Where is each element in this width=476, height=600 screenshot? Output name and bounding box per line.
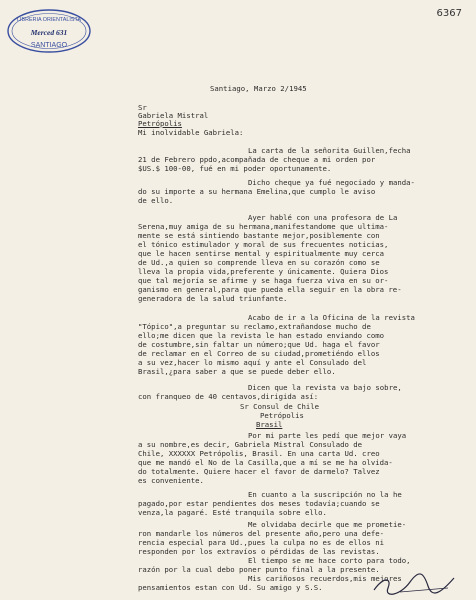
letter-line: rencia especial para Ud.,pues la culpa no es de ellos ni	[138, 538, 385, 547]
letter-line: do totalmente. Quiere hacer el favor de darmelo? Talvez	[138, 467, 380, 476]
stamp-bottom: SANTIAGO	[30, 42, 68, 49]
letter-line: ron mandarle los números del presente año,pero una defe-	[138, 529, 385, 538]
letter-line: Sr Consul de Chile	[240, 402, 320, 411]
letter-line: ganismo en general,para que pueda ella seguir en la obra re-	[138, 285, 402, 294]
letter-line: Por mi parte les pedí que mejor vaya	[248, 431, 407, 440]
letter-line: que tal mejoría se afirme y se haga fuerza viva en su or-	[138, 276, 389, 285]
letter-line: Me olvidaba decirle que me prometie-	[248, 520, 407, 529]
letter-line: ello;me dicen que la revista le han estado enviando como	[138, 331, 385, 340]
letter-line: Acabo de ir a la Oficina de la revista	[248, 313, 415, 322]
letter-line: $US.$ 100-00, fué en mi poder oportunamente.	[138, 164, 332, 173]
letter-line: pensamientos estan con Ud. Su amigo y S.S.	[138, 583, 323, 592]
letter-line: con franqueo de 40 centavos,dirigida así:	[138, 392, 319, 401]
archive-number: 6367	[436, 8, 462, 19]
letter-line: de ello.	[138, 196, 174, 205]
letter-line: responden por los extravíos o pérdidas de las revistas.	[138, 547, 380, 556]
letter-line: Petrópolis	[260, 411, 304, 420]
stamp-middle: Merced 631	[30, 28, 68, 37]
letter-line: El tiempo se me hace corto para todo,	[248, 556, 411, 565]
letter-line: Brasil,¿para saber a que se puede deber ello.	[138, 367, 336, 376]
letter-line: a su nombre,es decir, Gabriela Mistral Consulado de	[138, 440, 363, 449]
stamp-top: LIBRERIA ORIENTALISTA	[17, 17, 81, 23]
letter-line: Ayer hablé con una profesora de La	[248, 213, 398, 222]
addressee-line: Gabriela Mistral	[138, 111, 209, 120]
letter-line: lleva la propia vida,preferente y únicamente. Quiera Dios	[138, 267, 389, 276]
letter-line: La carta de la señorita Guillen,fecha	[248, 146, 411, 155]
letter-line: que me mandó el No de la Casilla,que a mí se me ha olvida-	[138, 458, 393, 467]
letter-line: es conveniente.	[138, 476, 204, 485]
letter-line: que le hacen sentirse mental y espiritualmente muy cerca	[138, 249, 385, 258]
bookstore-stamp	[6, 6, 92, 56]
addressee-line: Petrópolis	[138, 119, 182, 128]
letter-line: venza,la pagaré. Esté tranquila sobre ello.	[138, 508, 327, 517]
letter-line: razón por la cual debo poner punto final a la presente.	[138, 565, 380, 574]
letter-line: 21 de Febrero ppdo,acompañada de cheque a mi orden por	[138, 155, 376, 164]
letter-line: mente se está sintiendo bastante mejor,posiblemente con	[138, 231, 380, 240]
letter-line: Serena,muy amiga de su hermana,manifestandome que ultima-	[138, 222, 389, 231]
letter-line: Dicho cheque ya fué negociado y manda-	[248, 178, 415, 187]
salutation: Mi inolvidable Gabriela:	[138, 128, 244, 137]
letter-line: "Tópico",a preguntar su reclamo,extrañandose mucho de	[138, 322, 371, 331]
letter-date: Santiago, Marzo 2/1945	[210, 84, 307, 93]
letter-line: En cuanto a la suscripción no la he	[248, 490, 402, 499]
letter-line: do su importe a su hermana Emelina,que cumplo le aviso	[138, 187, 376, 196]
letter-line: el tónico estimulador y moral de sus frecuentes noticias,	[138, 240, 389, 249]
letter-line: Dicen que la revista va bajo sobre,	[248, 383, 402, 392]
letter-line: Brasil	[256, 420, 283, 429]
addressee-line: Sr	[138, 103, 147, 112]
letter-line: generadora de la salud triunfante.	[138, 294, 288, 303]
letter-line: Mis cariñosos recuerdos,mis mejores	[248, 574, 402, 583]
handwritten-signature	[370, 570, 460, 598]
letter-line: pagado,por estar pendientes dos meses todavía;cuando se	[138, 499, 380, 508]
letter-line: de Ud.,a quien so comprende lleva en su corazón como se	[138, 258, 380, 267]
letter-line: Chile, XXXXXX Petrópolis, Brasil. En una carta Ud. creo	[138, 449, 380, 458]
letter-line: de reclamar en el Correo de su ciudad,prometiéndo ellos	[138, 349, 380, 358]
letter-line: a su vez,hacer lo mismo aquí y ante el Consulado del	[138, 358, 367, 367]
letter-line: de costumbre,sin faltar un número;que Ud. haga el favor	[138, 340, 380, 349]
